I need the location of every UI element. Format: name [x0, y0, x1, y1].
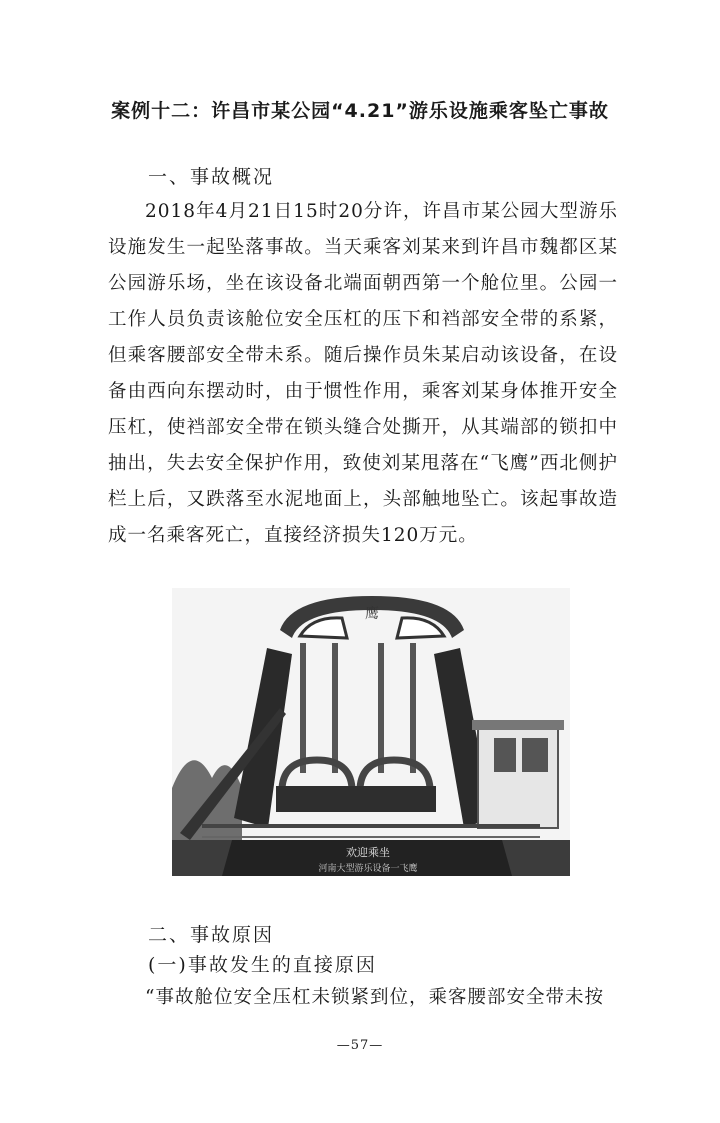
page-title: 案例十二：许昌市某公园“4.21”游乐设施乘客坠亡事故: [111, 100, 609, 122]
pendulum-ride-illustration: [172, 588, 570, 876]
banner-line1: 欢迎乘坐: [346, 846, 390, 859]
ride-photo: [172, 588, 570, 876]
subsection-heading-direct-cause: (一)事故发生的直接原因: [148, 954, 377, 976]
section-heading-overview: 一、事故概况: [148, 166, 275, 188]
banner-line2: 河南大型游乐设备一飞鹰: [318, 864, 418, 874]
page-number: —57—: [336, 1038, 384, 1053]
causes-paragraph: “事故舱位安全压杠未锁紧到位，乘客腰部安全带未按: [145, 987, 604, 1008]
overview-paragraph: 2018年4月21日15时20分许，许昌市某公园大型游乐设施发生一起坠落事故。当天乘客刘某来到许昌市魏都区某公园游乐场，坐在该设备北端面朝西第一个舱位里。公园一工作人员负责该舱位安全压杠的压下和裆部安全带的系紧，但乘客腰部安全带未系。随后操作员朱某启动该设备，在设备由西向东摆动时，由于惯性作用，乘客刘某身体推开安全压杠，使裆部安全带在锁头缝合处撕开，从其端部的锁扣中抽出，失去安全保护作用，致使刘某甩落在“飞鹰”西北侧护栏上后，又跌落至水泥地面上，头部触地坠亡。该起事故造成一名乘客死亡，直接经济损失120万元。: [108, 201, 618, 546]
section-heading-causes: 二、事故原因: [148, 924, 275, 946]
svg-text:鹰: 鹰: [365, 606, 379, 622]
